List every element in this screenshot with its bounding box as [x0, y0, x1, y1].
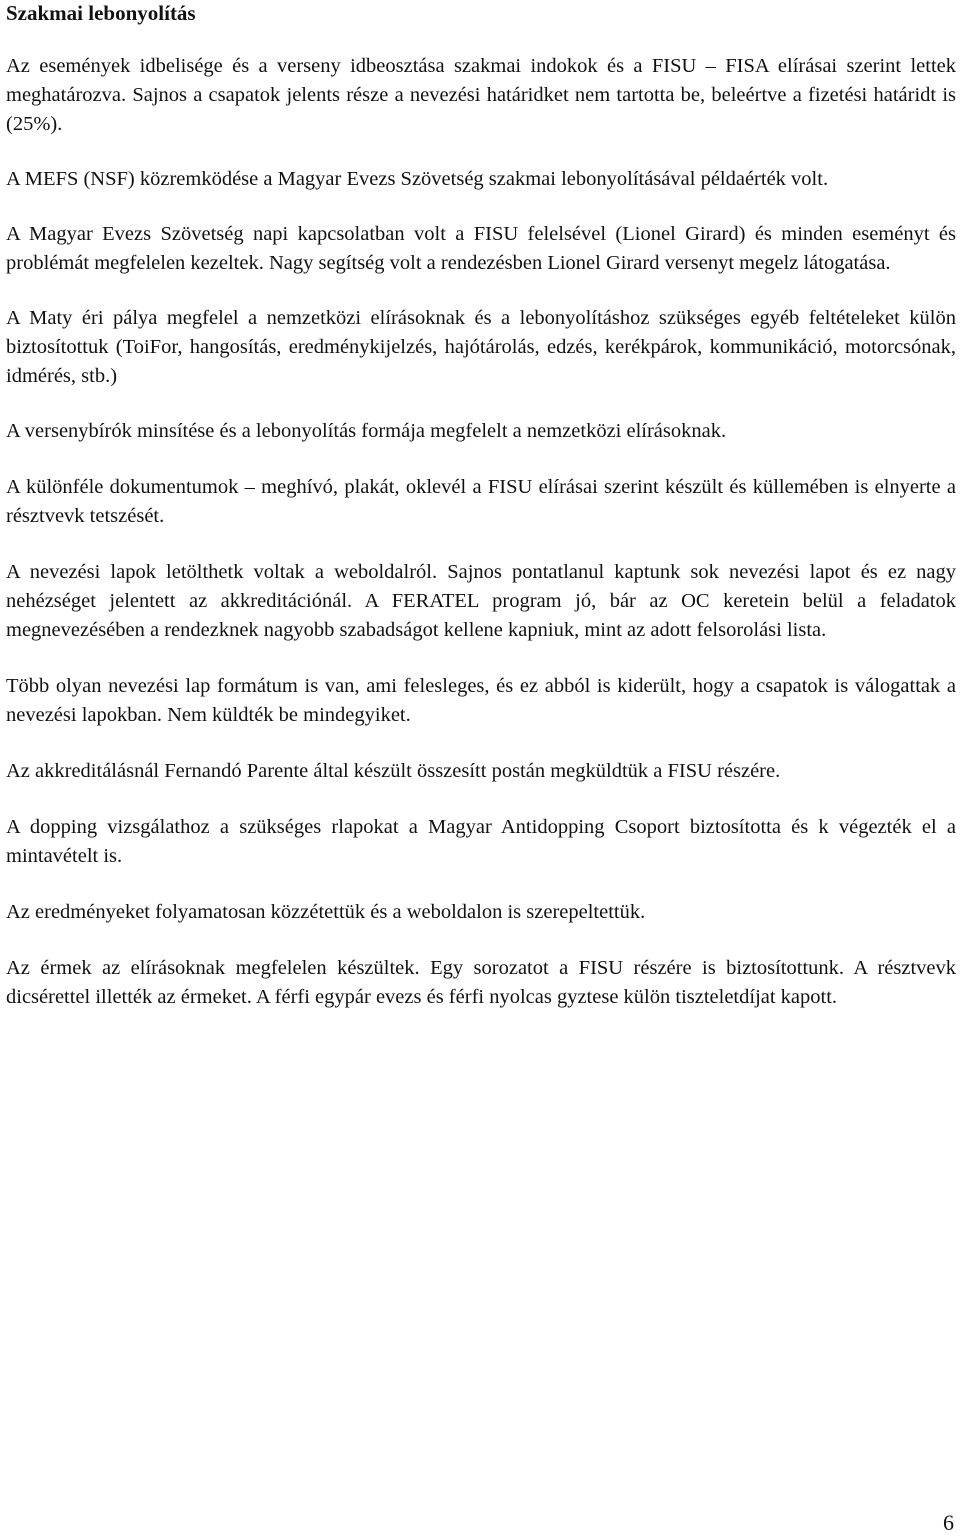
paragraph-4: A Maty éri pálya megfelel a nemzetközi elírásoknak és a lebonyolításhoz szükséges egyéb feltételeket külön biztosítottuk (ToiFor, hangosítás, eredménykijelzés, hajótárolás, edzés, kerékpárok, kommunikáció, motorcsónak, idmérés, stb.) — [6, 307, 956, 387]
page-number: 6 — [943, 1510, 954, 1535]
paragraph-5: A versenybírók minsítése és a lebonyolítás formája megfelelt a nemzetközi elírásoknak. — [6, 420, 727, 442]
section-heading: Szakmai lebonyolítás — [6, 1, 196, 25]
paragraph-2: A MEFS (NSF) közremködése a Magyar Evezs Szövetség szakmai lebonyolításával példaérték volt. — [6, 168, 829, 190]
paragraph-12: Az érmek az elírásoknak megfelelen készültek. Egy sorozatot a FISU részére is biztosítottunk. A résztvevk dicsérettel illették az érmeket. A férfi egypár evezs és férfi nyolcas gyztese külön tiszteletdíjat kapott. — [6, 957, 956, 1008]
paragraph-10: A dopping vizsgálathoz a szükséges rlapokat a Magyar Antidopping Csoport biztosította és k végezték el a mintavételt is. — [6, 816, 956, 867]
paragraph-9: Az akkreditálásnál Fernandó Parente által készült összesítt postán megküldtük a FISU részére. — [6, 760, 781, 782]
paragraph-1: Az események idbelisége és a verseny idbeosztása szakmai indokok és a FISU – FISA elírásai szerint lettek meghatározva. Sajnos a csapatok jelents része a nevezési határidket nem tartotta be, beleértve a fizetési határidt is (25%). — [6, 55, 956, 135]
paragraph-7: A nevezési lapok letölthetk voltak a weboldalról. Sajnos pontatlanul kaptunk sok nevezési lapot és ez nagy nehézséget jelentett az akkreditációnál. A FERATEL program jó, bár az OC keretein belül a feladatok megnevezésében a rendezknek nagyobb szabadságot kellene kapniuk, mint az adott felsorolási lista. — [6, 561, 956, 641]
paragraph-3: A Magyar Evezs Szövetség napi kapcsolatban volt a FISU felelsével (Lionel Girard) és minden eseményt és problémát megfelelen kezeltek. Nagy segítség volt a rendezésben Lionel Girard versenyt megelz látogatása. — [6, 223, 956, 274]
document-page — [6, 0, 956, 1012]
paragraph-6: A különféle dokumentumok – meghívó, plakát, oklevél a FISU elírásai szerint készült és küllemében is elnyerte a résztvevk tetszését. — [6, 476, 956, 527]
paragraph-8: Több olyan nevezési lap formátum is van, ami felesleges, és ez abból is kiderült, hogy a csapatok is válogattak a nevezési lapokban. Nem küldték be mindegyiket. — [6, 675, 956, 726]
paragraph-11: Az eredményeket folyamatosan közzétettük és a weboldalon is szerepeltettük. — [6, 901, 646, 923]
